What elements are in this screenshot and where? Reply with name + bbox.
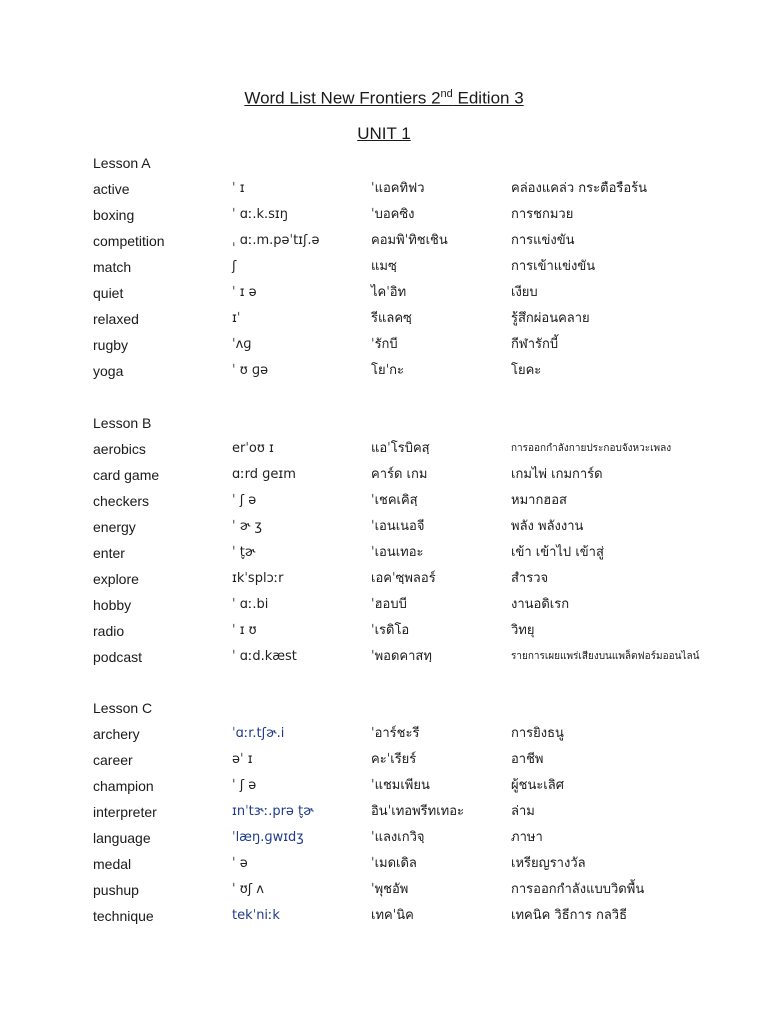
thai-pronunciation: คอมพิˈทิชเชิน <box>371 233 448 248</box>
title-text-end: Edition 3 <box>452 88 524 108</box>
word-text: champion <box>93 778 154 794</box>
thai-meaning: เหรียญรางวัล <box>511 856 586 871</box>
word-row <box>0 595 768 615</box>
phonetic-text: ˈ ɑː.k.sɪŋ <box>232 207 288 222</box>
word-text: card game <box>93 467 160 483</box>
lesson-heading: Lesson A <box>93 155 151 171</box>
word-text: quiet <box>93 285 124 301</box>
thai-meaning: งานอดิเรก <box>511 597 570 612</box>
thai-pronunciation: แมซฺ <box>371 259 397 274</box>
thai-pronunciation: ˈแอคทิฟว <box>371 181 425 196</box>
word-row <box>0 205 768 225</box>
word-text: technique <box>93 908 154 924</box>
thai-pronunciation: โยˈกะ <box>371 363 405 378</box>
thai-meaning: รู้สึกผ่อนคลาย <box>511 311 590 326</box>
word-text: rugby <box>93 337 129 353</box>
thai-meaning: การออกกำลังแบบวิดพื้น <box>511 882 645 897</box>
word-row <box>0 517 768 537</box>
word-row <box>0 724 768 744</box>
word-text: podcast <box>93 649 143 665</box>
thai-pronunciation: รีแลคซฺ <box>371 311 412 326</box>
thai-pronunciation: อินˈเทอพรีทเทอะ <box>371 804 465 819</box>
thai-meaning: การชกมวย <box>511 207 574 222</box>
phonetic-text: ˈʌɡ <box>232 337 252 352</box>
unit-heading: UNIT 1 <box>357 124 411 143</box>
lesson-heading: Lesson C <box>93 700 153 716</box>
word-row <box>0 465 768 485</box>
phonetic-text: ɪˈ <box>232 311 241 326</box>
word-row <box>0 776 768 796</box>
word-text: language <box>93 830 151 846</box>
word-text: hobby <box>93 597 132 613</box>
phonetic-text: ˈ ɪ ə <box>232 285 257 300</box>
thai-meaning: การเข้าแข่งขัน <box>511 259 596 274</box>
word-text: yoga <box>93 363 124 379</box>
thai-pronunciation: ˈแชมเพียน <box>371 778 430 793</box>
thai-meaning: กีฬารักบี้ <box>511 337 559 352</box>
word-row <box>0 335 768 355</box>
thai-pronunciation: ˈอาร์ชะรี <box>371 726 420 741</box>
thai-meaning: เข้า เข้าไป เข้าสู่ <box>511 545 604 560</box>
word-text: aerobics <box>93 441 146 457</box>
thai-meaning: การออกกำลังกายประกอบจังหวะเพลง <box>511 443 672 454</box>
word-text: energy <box>93 519 136 535</box>
word-row <box>0 309 768 329</box>
phonetic-text: əˈ ɪ <box>232 752 253 767</box>
word-text: career <box>93 752 133 768</box>
thai-pronunciation: ˈเชคเคิสฺ <box>371 493 418 508</box>
thai-meaning: ภาษา <box>511 830 543 845</box>
title-superscript: nd <box>440 88 453 100</box>
lesson-heading: Lesson B <box>93 415 152 431</box>
thai-meaning: วิทยุ <box>511 623 535 638</box>
word-text: competition <box>93 233 165 249</box>
thai-pronunciation: ˈเมดเดิล <box>371 856 417 871</box>
phonetic-text: ˈ ʊ ɡə <box>232 363 269 378</box>
phonetic-text: ˈ ɚ ʒ <box>232 519 262 534</box>
phonetic-text: ˈ ʃ ə <box>232 778 257 793</box>
word-row <box>0 802 768 822</box>
word-row <box>0 621 768 641</box>
word-row <box>0 361 768 381</box>
word-text: checkers <box>93 493 150 509</box>
word-row <box>0 231 768 251</box>
word-row <box>0 828 768 848</box>
word-text: active <box>93 181 130 197</box>
phonetic-text: ˈ ɑː.bi <box>232 597 269 612</box>
thai-pronunciation: ˈเอนเทอะ <box>371 545 424 560</box>
thai-meaning: คล่องแคล่ว กระตือรือร้น <box>511 181 648 196</box>
phonetic-text: ˈ t̬ɚ <box>232 545 256 560</box>
thai-meaning: รายการเผยแพร่เสียงบนแพล็ตฟอร์มออนไลน์ <box>511 651 700 662</box>
word-text: medal <box>93 856 132 872</box>
phonetic-text: ˈ ɪ ʊ <box>232 623 257 638</box>
word-row <box>0 179 768 199</box>
phonetic-text: ˈɑːr.tʃɚ.i <box>232 726 285 741</box>
phonetic-text: ɪnˈtɝː.prə t̬ɚ <box>232 804 314 819</box>
word-row <box>0 283 768 303</box>
thai-meaning: สำรวจ <box>511 571 549 586</box>
thai-meaning: เทคนิค วิธีการ กลวิธี <box>511 908 628 923</box>
word-row <box>0 439 768 459</box>
phonetic-text: ˈlæŋ.ɡwɪdʒ <box>232 830 304 845</box>
thai-meaning: โยคะ <box>511 363 542 378</box>
word-text: pushup <box>93 882 139 898</box>
phonetic-text: ˈ ʃ ə <box>232 493 257 508</box>
thai-meaning: เงียบ <box>511 285 538 300</box>
thai-pronunciation: ˈบอคซิง <box>371 207 415 222</box>
thai-meaning: หมากฮอส <box>511 493 567 508</box>
thai-pronunciation: คะˈเรียร์ <box>371 752 417 767</box>
thai-pronunciation: คาร์ด เกม <box>371 467 428 482</box>
thai-pronunciation: เอคˈซฺพลอร์ <box>371 571 436 586</box>
thai-meaning: ผู้ชนะเลิศ <box>511 778 564 793</box>
phonetic-text: erˈoʊ ɪ <box>232 441 274 456</box>
phonetic-text: ɑːrd ɡeɪm <box>232 467 296 482</box>
word-row <box>0 491 768 511</box>
word-text: enter <box>93 545 125 561</box>
word-row <box>0 906 768 926</box>
phonetic-text: ɪkˈsplɔːr <box>232 571 284 586</box>
word-text: archery <box>93 726 140 742</box>
word-text: relaxed <box>93 311 139 327</box>
thai-pronunciation: เทคˈนิค <box>371 908 414 923</box>
thai-pronunciation: ˈแลงเกวิจฺ <box>371 830 425 845</box>
title-text: Word List New Frontiers 2 <box>244 88 441 108</box>
word-row <box>0 257 768 277</box>
word-row <box>0 750 768 770</box>
thai-pronunciation: ˈเอนเนอจี <box>371 519 425 534</box>
phonetic-text: ʃ <box>232 259 237 274</box>
word-text: interpreter <box>93 804 157 820</box>
thai-pronunciation: ˈพุชอัพ <box>371 882 409 897</box>
thai-meaning: เกมไพ่ เกมการ์ด <box>511 467 603 482</box>
word-text: radio <box>93 623 125 639</box>
word-row <box>0 854 768 874</box>
thai-meaning: ล่าม <box>511 804 535 819</box>
phonetic-text: ˈ ə <box>232 856 248 871</box>
word-text: boxing <box>93 207 135 223</box>
thai-pronunciation: ˈฮอบบี <box>371 597 407 612</box>
thai-meaning: อาชีพ <box>511 752 544 767</box>
thai-pronunciation: ˈพอดคาสทฺ <box>371 649 432 664</box>
phonetic-text: ˈ ʊʃ ʌ <box>232 882 264 897</box>
phonetic-text: ˈ ɑːd.kæst <box>232 649 297 664</box>
word-text: match <box>93 259 132 275</box>
word-row <box>0 543 768 563</box>
thai-pronunciation: ไคˈอิท <box>371 285 407 300</box>
word-row <box>0 569 768 589</box>
phonetic-text: tekˈniːk <box>232 908 280 923</box>
word-text: explore <box>93 571 139 587</box>
thai-meaning: การยิงธนู <box>511 726 564 741</box>
phonetic-text: ˈ ɪ <box>232 181 245 196</box>
word-row <box>0 880 768 900</box>
thai-pronunciation: แอˈโรบิคสฺ <box>371 441 430 456</box>
thai-pronunciation: ˈเรดิโอ <box>371 623 410 638</box>
word-row <box>0 647 768 667</box>
phonetic-text: ˌ ɑː.m.pəˈtɪʃ.ə <box>232 233 320 248</box>
thai-pronunciation: ˈรักบี <box>371 337 398 352</box>
page-title <box>0 88 768 109</box>
thai-meaning: การแข่งขัน <box>511 233 575 248</box>
thai-meaning: พลัง พลังงาน <box>511 519 584 534</box>
